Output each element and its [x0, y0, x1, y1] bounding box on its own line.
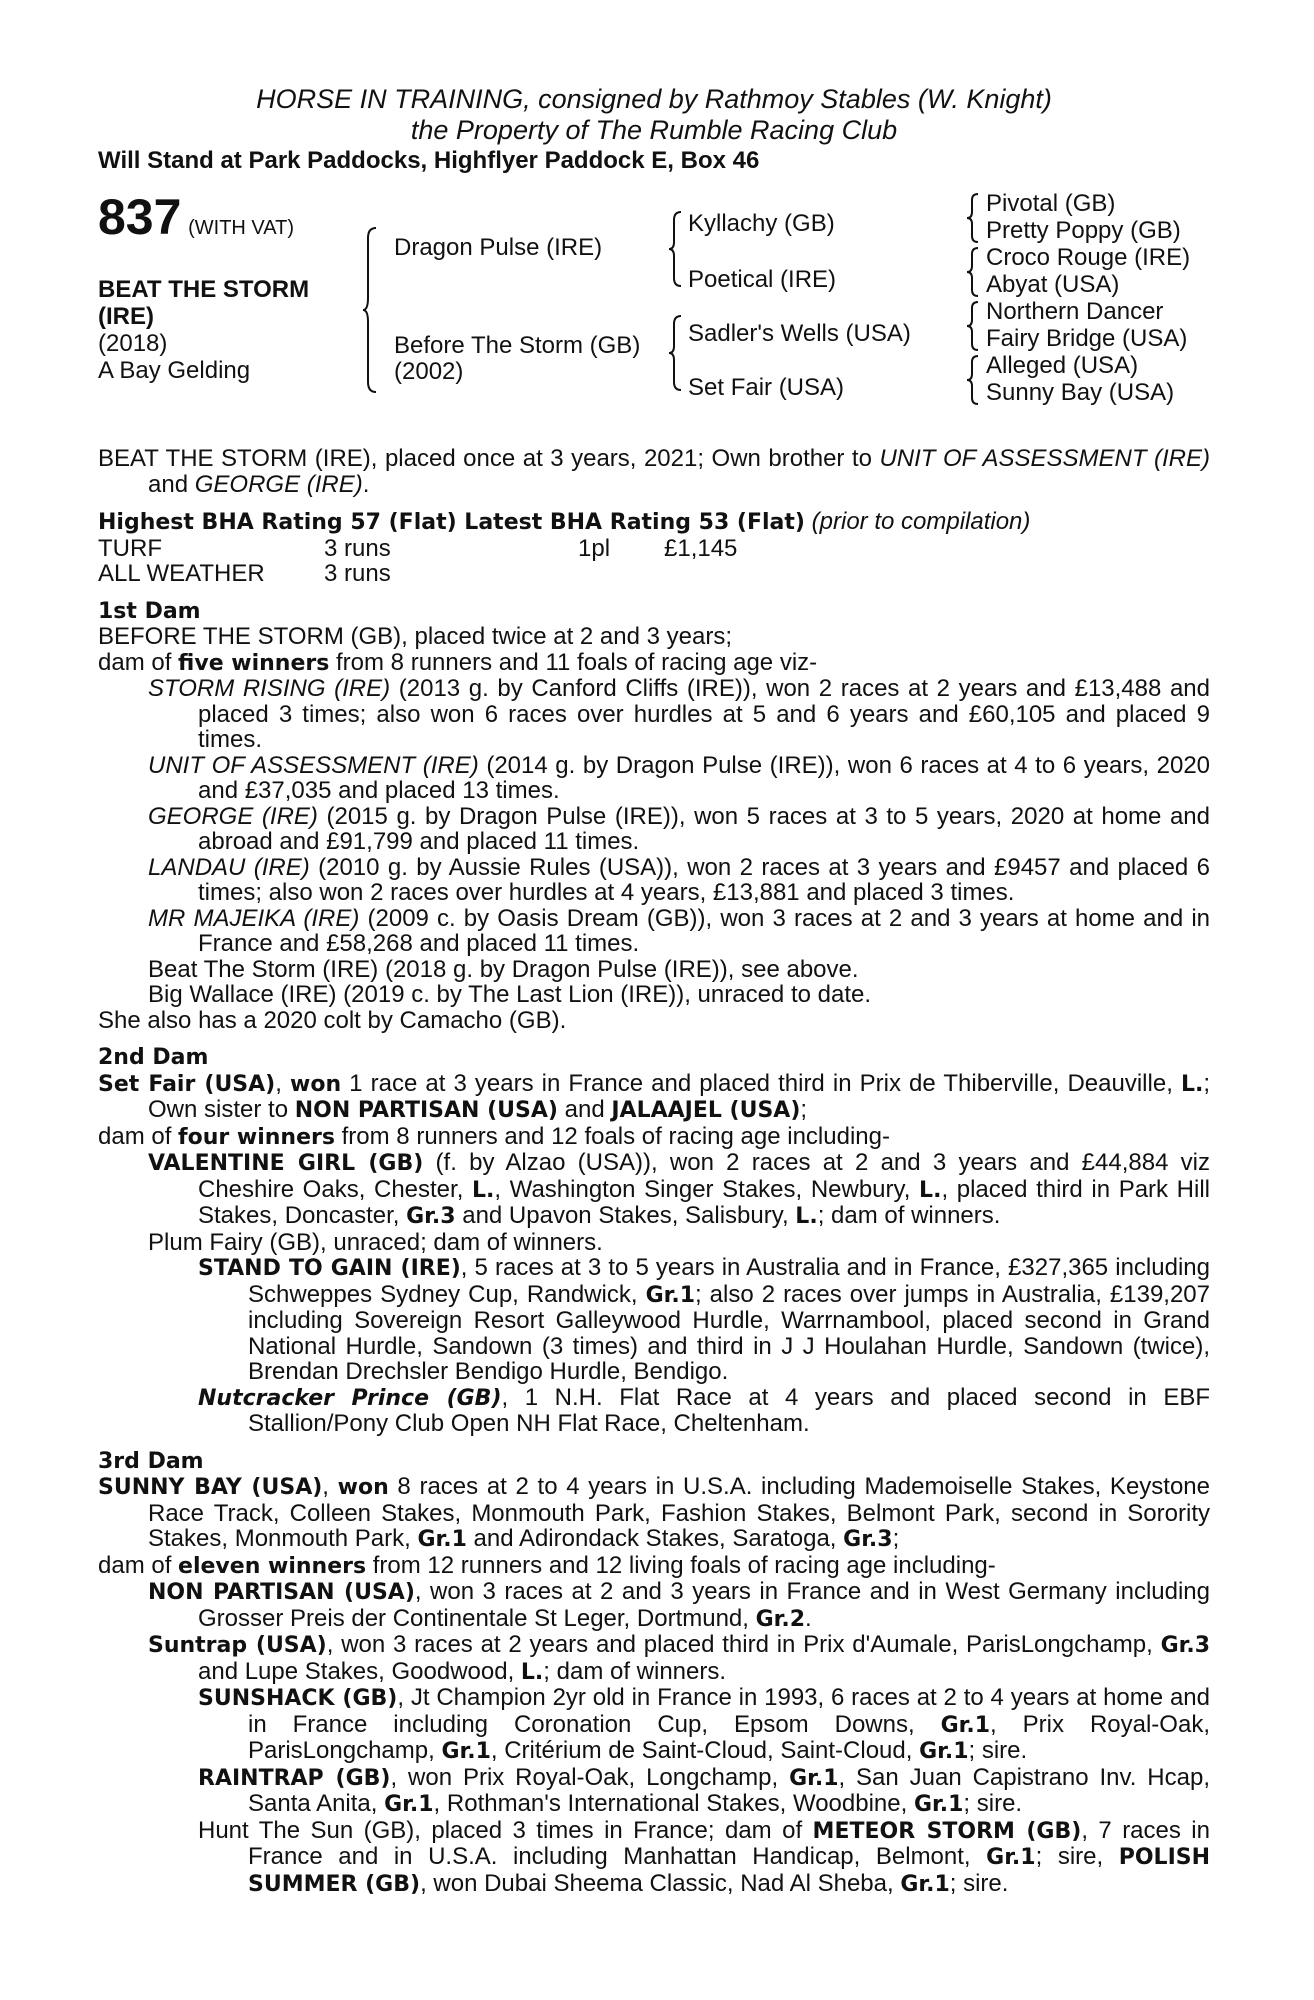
second-dam-title: 2nd Dam: [98, 1045, 209, 1070]
granddam-4: Sunny Bay (USA): [986, 379, 1175, 406]
granddam-3: Fairy Bridge (USA): [986, 325, 1188, 352]
progeny-valentine-girl: VALENTINE GIRL (GB) (f. by Alzao (USA)), won 2 races at 2 and 3 years and £44,884 viz Cheshire Oaks, Chester, L., Washington Singer Stakes, Newbury, L., placed third in Park Hill Stakes, Doncaster, Gr.3 and Upavon Stakes, Salisbury, L.; dam of winners.: [148, 1149, 1211, 1229]
first-dam-summary: dam of five winners from 8 runners and 11 foals of racing age viz-: [98, 648, 818, 676]
property-line: the Property of The Rumble Racing Club: [410, 115, 898, 145]
third-dam-title: 3rd Dam: [98, 1448, 204, 1474]
grandsire-2: Croco Rouge (IRE): [986, 244, 1191, 271]
third-dam-record: SUNNY BAY (USA), won 8 races at 2 to 4 years in U.S.A. including Mademoiselle Stakes, Keystone Race Track, Colleen Stakes, Monmouth Park, Fashion Stakes, Belmont Park, second in Sorority Stakes, Monmouth Park, Gr.1 and Adirondack Stakes, Saratoga, Gr.3;: [98, 1473, 1210, 1552]
g-bracket-1: [966, 192, 982, 244]
granddam-2: Abyat (USA): [986, 271, 1120, 298]
dam: Before The Storm (GB): [394, 332, 641, 359]
intro-paragraph: BEAT THE STORM (IRE), placed once at 3 years, 2021; Own brother to UNIT OF ASSESSMENT (IRE) and GEORGE (IRE).: [98, 445, 1210, 498]
sire-dam: Poetical (IRE): [688, 266, 837, 293]
vat-note: (WITH VAT): [188, 217, 295, 239]
progeny-landau: LANDAU (IRE) (2010 g. by Aussie Rules (USA)), won 2 races at 3 years and £9457 and placed 6 times; also won 2 races over hurdles at 4 years, £13,881 and placed 3 times.: [148, 853, 1210, 906]
g-bracket-2: [966, 246, 982, 298]
location-line: Will Stand at Park Paddocks, Highflyer Paddock E, Box 46: [98, 147, 760, 174]
progeny-big-wallace: Big Wallace (IRE) (2019 c. by The Last Lion (IRE)), unraced to date.: [148, 981, 871, 1008]
progeny-unit-of-assessment: UNIT OF ASSESSMENT (IRE) (2014 g. by Dragon Pulse (IRE)), won 6 races at 4 to 6 years, 2020 and £37,035 and placed 13 times.: [148, 751, 1211, 804]
horse-suffix: (IRE): [98, 303, 154, 330]
grandsire-4: Alleged (USA): [986, 352, 1139, 379]
horse-name: BEAT THE STORM: [98, 276, 310, 303]
progeny-nutcracker-prince: Nutcracker Prince (GB), 1 N.H. Flat Race at 4 years and placed second in EBF Stallion/Pony Club Open NH Flat Race, Cheltenham.: [198, 1383, 1210, 1437]
horse-description: A Bay Gelding: [98, 357, 251, 384]
progeny-george: GEORGE (IRE) (2015 g. by Dragon Pulse (IRE)), won 5 races at 3 to 5 years, 2020 at home and abroad and £91,799 and placed 11 times.: [148, 802, 1210, 855]
lot-number: [98, 189, 295, 245]
first-dam-title: 1st Dam: [98, 598, 201, 624]
progeny-plum-fairy: Plum Fairy (GB), unraced; dam of winners.: [148, 1228, 603, 1256]
dam-bracket: [668, 314, 686, 392]
granddam-1: Pretty Poppy (GB): [986, 217, 1181, 244]
progeny-non-partisan: NON PARTISAN (USA), won 3 races at 2 and 3 years in France and in West Germany including Grosser Preis der Continentale St Leger, Dortmund, Gr.2.: [148, 1578, 1211, 1632]
catalogue-page: [98, 84, 1210, 1897]
progeny-mr-majeika: MR MAJEIKA (IRE) (2009 c. by Oasis Dream (GB)), won 3 races at 2 and 3 years at home and in France and £58,268 and placed 11 times.: [148, 904, 1210, 957]
pedigree-block: [98, 190, 1210, 440]
g-bracket-4: [966, 354, 982, 406]
grandsire-1: Pivotal (GB): [986, 190, 1116, 217]
all-weather-row: ALL WEATHER 3 runs: [98, 560, 391, 587]
second-dam-record: Set Fair (USA), won 1 race at 3 years in France and placed third in Prix de Thiberville, Deauville, L.; Own sister to NON PARTISAN (USA) and JALAAJEL (USA);: [98, 1069, 1210, 1123]
sire: Dragon Pulse (IRE): [394, 234, 603, 261]
dam-sire: Sadler's Wells (USA): [688, 320, 911, 347]
g-bracket-3: [966, 300, 982, 352]
main-bracket: [362, 226, 382, 394]
second-dam-summary: dam of four winners from 8 runners and 12 foals of racing age including-: [98, 1122, 890, 1150]
progeny-sunshack: SUNSHACK (GB), Jt Champion 2yr old in France in 1993, 6 races at 2 to 4 years at home and in France including Coronation Cup, Epsom Downs, Gr.1, Prix Royal-Oak, ParisLongchamp, Gr.1, Critérium de Saint-Cloud, Saint-Cloud, Gr.1; sire.: [198, 1684, 1210, 1764]
progeny-storm-rising: STORM RISING (IRE) (2013 g. by Canford Cliffs (IRE)), won 2 races at 2 years and £13,488 and placed 3 times; also won 6 races over hurdles at 5 and 6 years and £60,105 and placed 9 times.: [148, 675, 1211, 753]
third-dam-summary: dam of eleven winners from 12 runners and 12 living foals of racing age including-: [98, 1551, 996, 1579]
progeny-hunt-the-sun: Hunt The Sun (GB), placed 3 times in France; dam of METEOR STORM (GB), 7 races in France and in U.S.A. including Manhattan Handicap, Belmont, Gr.1; sire, POLISH SUMMER (GB), won Dubai Sheema Classic, Nad Al Sheba, Gr.1; sire.: [198, 1816, 1211, 1897]
ratings-line: Highest BHA Rating 57 (Flat) Latest BHA Rating 53 (Flat) (prior to compilation): [98, 508, 1031, 535]
progeny-raintrap: RAINTRAP (GB), won Prix Royal-Oak, Longchamp, Gr.1, San Juan Capistrano Inv. Hcap, Santa Anita, Gr.1, Rothman's International Stakes, Woodbine, Gr.1; sire.: [198, 1763, 1210, 1817]
grandsire-3: Northern Dancer: [986, 298, 1164, 325]
dam-dam: Set Fair (USA): [688, 374, 845, 401]
lot-number-value: 837: [98, 189, 182, 245]
turf-row: TURF 3 runs 1pl £1,145: [98, 534, 738, 562]
sire-sire: Kyllachy (GB): [688, 210, 835, 237]
catalogue-body: [98, 446, 1210, 1897]
progeny-beat-the-storm: Beat The Storm (IRE) (2018 g. by Dragon Pulse (IRE)), see above.: [148, 955, 859, 983]
dam-year: (2002): [394, 358, 464, 385]
progeny-suntrap: Suntrap (USA), won 3 races at 2 years and placed third in Prix d'Aumale, ParisLongchamp, Gr.3 and Lupe Stakes, Goodwood, L.; dam of winners.: [148, 1631, 1211, 1685]
progeny-stand-to-gain: STAND TO GAIN (IRE), 5 races at 3 to 5 years in Australia and in France, £327,365 including Schweppes Sydney Cup, Randwick, Gr.1; also 2 races over jumps in Australia, £139,207 including Sovereign Resort Galleywood Hurdle, Warrnambool, placed second in Grand National Hurdle, Sandown (3 times) and third in J J Houlahan Hurdle, Sandown (twice), Brendan Drechsler Bendigo Hurdle, Bendigo.: [198, 1254, 1210, 1385]
consignor-line: HORSE IN TRAINING, consigned by Rathmoy Stables (W. Knight): [256, 84, 1052, 114]
progeny-2020-colt: She also has a 2020 colt by Camacho (GB).: [98, 1006, 567, 1034]
sire-bracket: [668, 210, 686, 288]
foaling-year: (2018): [98, 330, 168, 357]
first-dam-line: BEFORE THE STORM (GB), placed twice at 2 and 3 years;: [98, 623, 732, 650]
